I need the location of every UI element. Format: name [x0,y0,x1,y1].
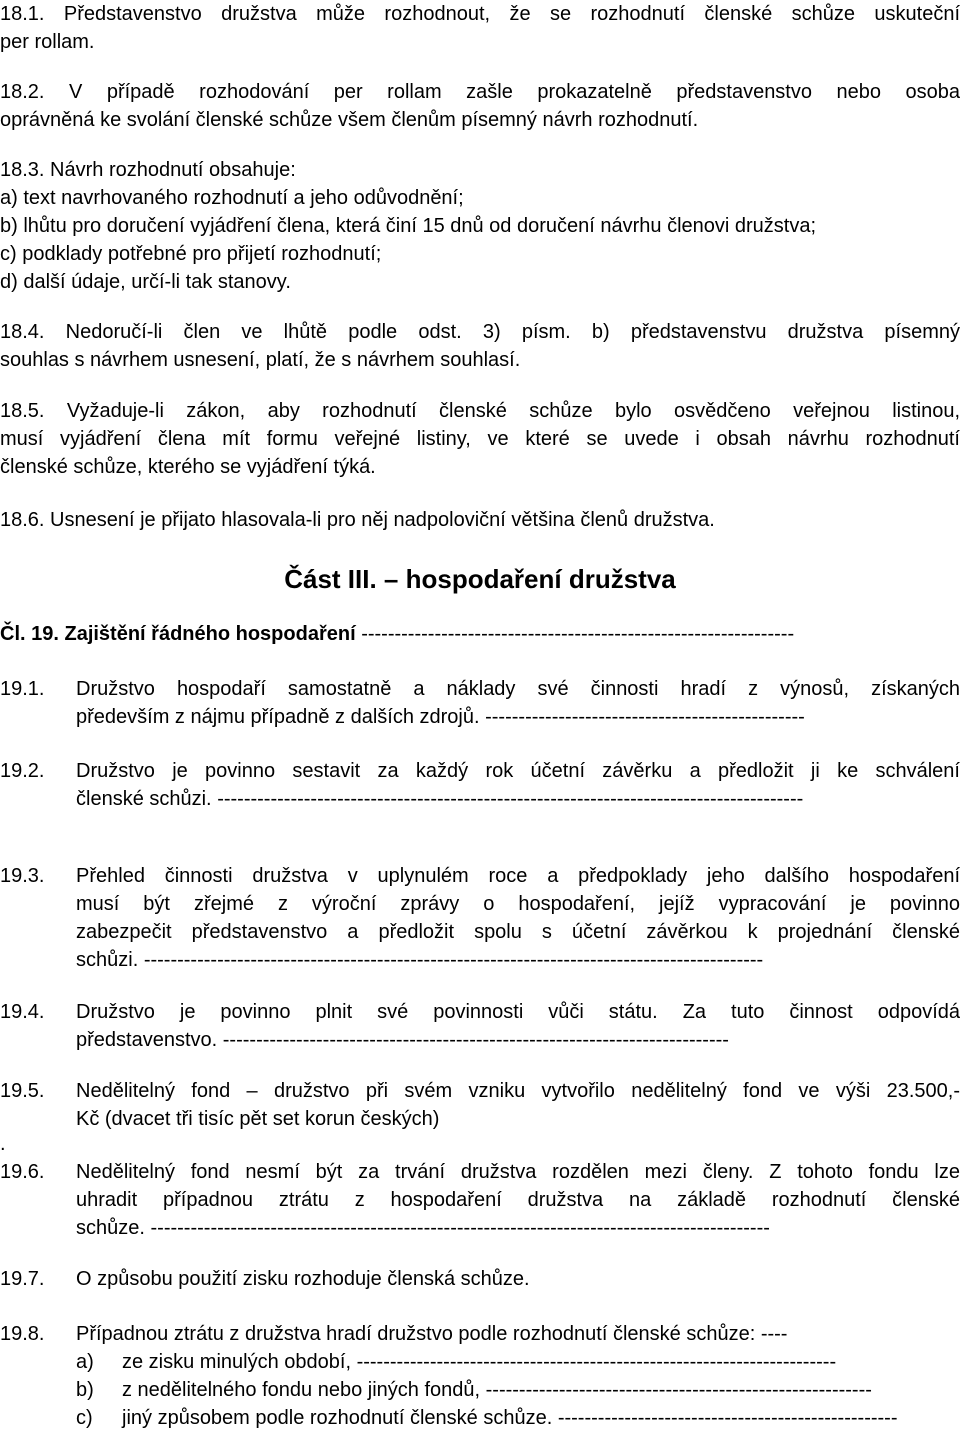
paragraph-line: Přehled činnosti družstva v uplynulém roce a předpoklady jeho dalšího hospodaření [76,865,960,887]
paragraph-line: Družstvo je povinno plnit své povinnosti vůči státu. Za tuto činnost odpovídá [76,1001,960,1023]
paragraph-18-6 [0,506,960,534]
list-item-text: jiný způsobem podle rozhodnutí členské schůze. [122,1407,553,1429]
dash-filler: --------------------------------------------------- [557,1407,898,1429]
dash-filler: ----------------------------------------------------------------- [361,623,795,645]
paragraph-line: 18.5. Vyžaduje-li zákon, aby rozhodnutí členské schůze bylo osvědčeno veřejnou listinou, [0,400,960,422]
paragraph-number: 19.4. [0,1001,45,1023]
stray-period: . [0,1133,6,1155]
paragraph-18-3 [0,156,960,296]
paragraph-line: Nedělitelný fond – družstvo při svém vzniku vytvořilo nedělitelný fond ve výši 23.500,- [76,1080,960,1102]
list-item-b: b) z nedělitelného fondu nebo jiných fondů, ---------------------------------------------------------- [76,1379,872,1401]
paragraph-line: 18.1. Představenstvo družstva může rozhodnout, že se rozhodnutí členské schůze uskuteční [0,3,960,25]
list-item-text: z nedělitelného fondu nebo jiných fondů, [122,1379,481,1401]
paragraph-line: představenstvo. [76,1029,218,1051]
dash-filler: ---------------------------------------------------------- [485,1379,872,1401]
paragraph-line: zabezpečit představenstvo a předložit spolu s účetní závěrkou k projednání členské [76,921,960,943]
paragraph-line: Případnou ztrátu z družstva hradí družstvo podle rozhodnutí členské schůze: ---- [76,1323,788,1345]
paragraph-18-5 [0,397,960,481]
paragraph-line: uhradit případnou ztrátu z hospodaření družstva na základě rozhodnutí členské [76,1189,960,1211]
paragraph-number: 19.5. [0,1080,45,1102]
paragraph-line: 18.3. Návrh rozhodnutí obsahuje: [0,159,296,181]
paragraph-line: členské schůzi. [76,788,212,810]
list-item-d: d) další údaje, určí-li tak stanovy. [0,271,291,293]
paragraph-number: 19.1. [0,678,45,700]
article-19-heading [0,620,960,648]
paragraph-line: schůzi. [76,949,139,971]
dash-filler: ------------------------------------------------------------------------ [356,1351,837,1373]
list-item-text: ze zisku minulých období, [122,1351,352,1373]
dash-filler: --------------------------------------------------------------------------------------------- [150,1217,770,1239]
dash-filler: ------------------------------------------------ [485,706,805,728]
paragraph-line: musí vyjádření člena mít formu veřejné listiny, ve které se uvede i obsah návrhu rozhodnutí [0,428,960,450]
list-item-b: b) lhůtu pro doručení vyjádření člena, která činí 15 dnů od doručení návrhu členovi družstva; [0,215,817,237]
paragraph-line: per rollam. [0,31,95,53]
paragraph-line: Kč (dvacet tři tisíc pět set korun českých) [76,1108,440,1130]
paragraph-line: Družstvo hospodaří samostatně a náklady své činnosti hradí z výnosů, získaných [76,678,960,700]
paragraph-18-4 [0,318,960,374]
dash-filler: --------------------------------------------------------------------------------------------- [143,949,764,971]
paragraph-number: 19.8. [0,1323,45,1345]
paragraph-number: 19.3. [0,865,45,887]
paragraph-line: musí být zřejmé z výroční zprávy o hospodaření, jejíž vypracování je povinno [76,893,960,915]
paragraph-line: souhlas s návrhem usnesení, platí, že s návrhem souhlasí. [0,349,521,371]
paragraph-line: 18.4. Nedoručí-li člen ve lhůtě podle odst. 3) písm. b) představenstvu družstva písemný [0,321,960,343]
paragraph-line: především z nájmu případně z dalších zdrojů. [76,706,480,728]
paragraph-number: 19.6. [0,1161,45,1183]
list-item-a: a) ze zisku minulých období, ------------------------------------------------------------------------ [76,1351,837,1373]
list-item-a: a) text navrhovaného rozhodnutí a jeho odůvodnění; [0,187,464,209]
list-item-c: c) podklady potřebné pro přijetí rozhodnutí; [0,243,382,265]
dash-filler: ---------------------------------------------------------------------------- [222,1029,729,1051]
paragraph-line: členské schůze, kterého se vyjádření týká. [0,456,376,478]
paragraph-line: O způsobu použití zisku rozhoduje členská schůze. [76,1268,530,1290]
paragraph-line: Nedělitelný fond nesmí být za trvání družstva rozdělen mezi členy. Z tohoto fondu lze [76,1161,960,1183]
paragraph-number: 19.2. [0,760,45,782]
paragraph-18-1 [0,0,960,56]
dash-filler: ---------------------------------------------------------------------------------------- [217,788,804,810]
paragraph-number: 19.7. [0,1268,45,1290]
paragraph-line: schůze. [76,1217,145,1239]
paragraph-line: 18.6. Usnesení je přijato hlasovala-li pro něj nadpoloviční většina členů družstva. [0,509,715,531]
paragraph-line: 18.2. V případě rozhodování per rollam zašle prokazatelně představenstvo nebo osoba [0,81,960,103]
paragraph-line: Družstvo je povinno sestavit za každý rok účetní závěrku a předložit ji ke schválení [76,760,960,782]
paragraph-line: oprávněná ke svolání členské schůze všem členům písemný návrh rozhodnutí. [0,109,699,131]
paragraph-18-2 [0,78,960,134]
article-title: Čl. 19. Zajištění řádného hospodaření [0,623,356,645]
part-heading: Část III. – hospodaření družstva [284,564,676,594]
list-item-c: c) jiný způsobem podle rozhodnutí členské schůze. --------------------------------------------------- [76,1407,898,1429]
